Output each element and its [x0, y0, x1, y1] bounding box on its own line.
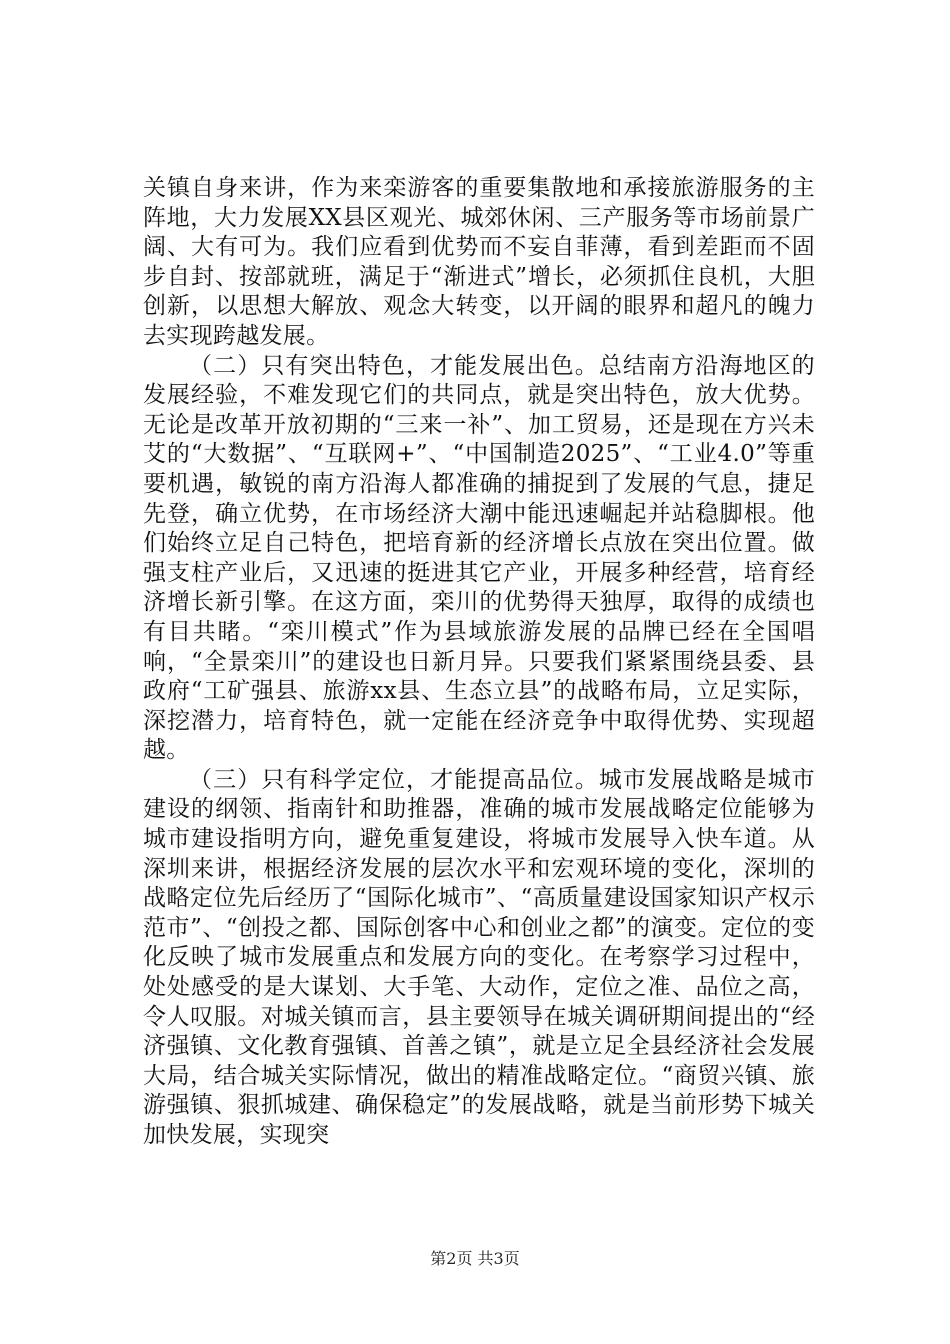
document-body: [143, 174, 815, 1151]
page-footer: 第2页 共3页: [430, 1249, 520, 1268]
paragraph-continuation: 关镇自身来讲，作为来栾游客的重要集散地和承接旅游服务的主阵地，大力发展XX县区观光、城郊休闲、三产服务等市场前景广阔、大有可为。我们应看到优势而不妄自菲薄，看到差距而不固步自封、按部就班，满足于“渐进式”增长，必须抓住良机，大胆创新，以思想大解放、观念大转变，以开阔的眼界和超凡的魄力去实现跨越发展。: [143, 175, 815, 349]
paragraph-section-three: （三）只有科学定位，才能提高品位。城市发展战略是城市建设的纲领、指南针和助推器，准确的城市发展战略定位能够为城市建设指明方向，避免重复建设，将城市发展导入快车道。从深圳来讲，根据经济发展的层次水平和宏观环境的变化，深圳的战略定位先后经历了“国际化城市”、“高质量建设国家知识产权示范市”、“创投之都、国际创客中心和创业之都”的演变。定位的变化反映了城市发展重点和发展方向的变化。在考察学习过程中，处处感受的是大谋划、大手笔、大动作，定位之准、品位之高，令人叹服。对城关镇而言，县主要领导在城关调研期间提出的“经济强镇、文化教育强镇、首善之镇”，就是立足全县经济社会发展大局，结合城关实际情况，做出的精准战略定位。“商贸兴镇、旅游强镇、狠抓城建、确保稳定”的发展战略，就是当前形势下城关加快发展，实现突: [143, 766, 815, 1148]
paragraph-section-two: （二）只有突出特色，才能发展出色。总结南方沿海地区的发展经验，不难发现它们的共同点，就是突出特色，放大优势。无论是改革开放初期的“三来一补”、加工贸易，还是现在方兴未艾的“大数据”、“互联网+”、“中国制造2025”、“工业4.0”等重要机遇，敏锐的南方沿海人都准确的捕捉到了发展的气息，捷足先登，确立优势，在市场经济大潮中能迅速崛起并站稳脚根。他们始终立足自己特色，把培育新的经济增长点放在突出位置。做强支柱产业后，又迅速的挺进其它产业，开展多种经营，培育经济增长新引擎。在这方面，栾川的优势得天独厚，取得的成绩也有目共睹。“栾川模式”作为县域旅游发展的品牌已经在全国唱响，“全景栾川”的建设也日新月异。只要我们紧紧围绕县委、县政府“工矿强县、旅游xx县、生态立县”的战略布局，立足实际，深挖潜力，培育特色，就一定能在经济竞争中取得优势、实现超越。: [143, 352, 815, 764]
